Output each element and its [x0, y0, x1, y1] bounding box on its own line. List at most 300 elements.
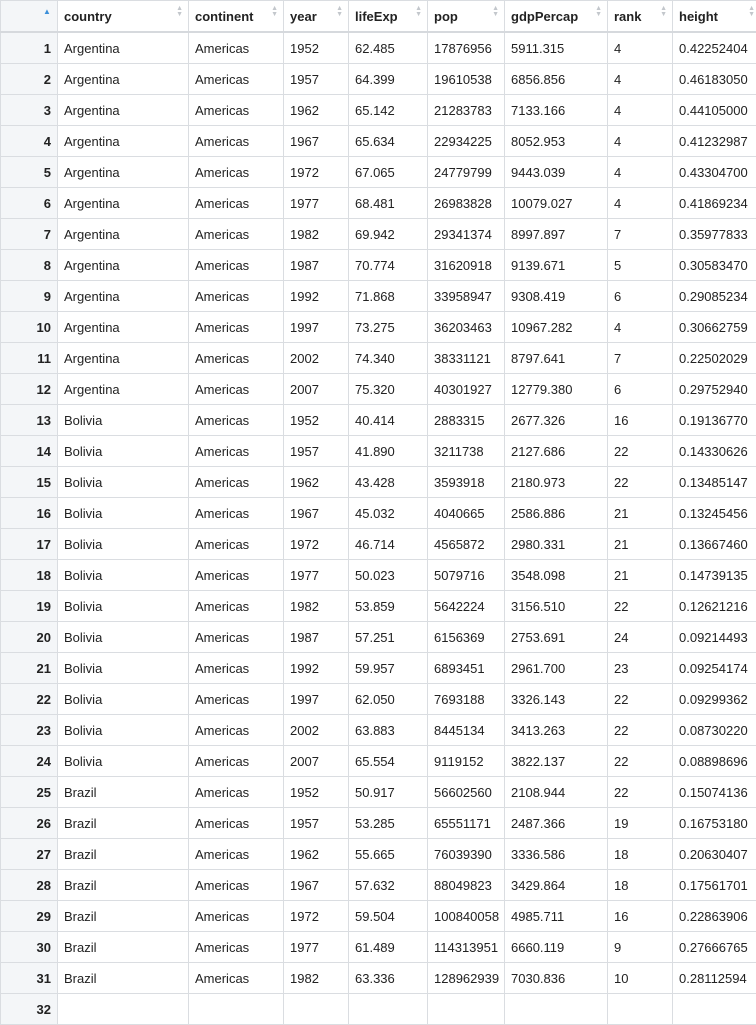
cell-rank: 10 — [608, 963, 673, 994]
cell-rank: 18 — [608, 870, 673, 901]
cell-country: Argentina — [58, 188, 189, 219]
cell-gdppercap: 9308.419 — [505, 281, 608, 312]
cell-height: 0.41869234 — [673, 188, 756, 219]
row-number: 29 — [1, 901, 58, 932]
cell-gdppercap: 10967.282 — [505, 312, 608, 343]
table-row[interactable] — [1, 529, 756, 560]
cell-rank: 7 — [608, 219, 673, 250]
cell-rank: 22 — [608, 591, 673, 622]
cell-pop: 26983828 — [428, 188, 505, 219]
cell-country: Brazil — [58, 839, 189, 870]
cell-height: 0.09299362 — [673, 684, 756, 715]
cell-pop: 29341374 — [428, 219, 505, 250]
table-row[interactable] — [1, 436, 756, 467]
table-row[interactable] — [1, 498, 756, 529]
cell-pop: 5642224 — [428, 591, 505, 622]
cell-pop: 38331121 — [428, 343, 505, 374]
cell-country: Argentina — [58, 157, 189, 188]
row-number: 26 — [1, 808, 58, 839]
cell-rank: 23 — [608, 653, 673, 684]
cell-continent: Americas — [189, 219, 284, 250]
cell-height: 0.09254174 — [673, 653, 756, 684]
table-row[interactable] — [1, 839, 756, 870]
cell-lifeexp: 55.665 — [349, 839, 428, 870]
cell-height: 0.15074136 — [673, 777, 756, 808]
cell-pop: 76039390 — [428, 839, 505, 870]
cell-country: Brazil — [58, 777, 189, 808]
row-number: 32 — [1, 994, 58, 1025]
column-header-label: lifeExp — [355, 9, 398, 24]
cell-year: 1977 — [284, 932, 349, 963]
cell-year: 1952 — [284, 32, 349, 64]
cell-continent: Americas — [189, 746, 284, 777]
cell-pop: 128962939 — [428, 963, 505, 994]
cell-country: Bolivia — [58, 529, 189, 560]
cell-gdppercap: 9139.671 — [505, 250, 608, 281]
cell-pop: 21283783 — [428, 95, 505, 126]
cell-country: Argentina — [58, 219, 189, 250]
cell-gdppercap: 2980.331 — [505, 529, 608, 560]
table-row[interactable] — [1, 901, 756, 932]
cell-lifeexp: 40.414 — [349, 405, 428, 436]
column-header-label: country — [64, 9, 112, 24]
cell-pop: 19610538 — [428, 64, 505, 95]
cell-continent: Americas — [189, 653, 284, 684]
cell-gdppercap: 2487.366 — [505, 808, 608, 839]
table-row[interactable] — [1, 281, 756, 312]
cell-pop: 7693188 — [428, 684, 505, 715]
column-header-lifeexp[interactable] — [349, 1, 428, 33]
cell-country: Bolivia — [58, 405, 189, 436]
cell-continent: Americas — [189, 374, 284, 405]
column-header-label: rank — [614, 9, 641, 24]
cell-year: 1952 — [284, 777, 349, 808]
cell-gdppercap: 8052.953 — [505, 126, 608, 157]
table-row[interactable] — [1, 95, 756, 126]
cell-year: 1992 — [284, 281, 349, 312]
cell-year: 1982 — [284, 591, 349, 622]
column-header-continent[interactable] — [189, 1, 284, 33]
cell-continent: Americas — [189, 715, 284, 746]
cell-gdppercap — [505, 994, 608, 1025]
cell-pop — [428, 994, 505, 1025]
cell-lifeexp: 65.142 — [349, 95, 428, 126]
table-row[interactable] — [1, 343, 756, 374]
cell-year: 1987 — [284, 622, 349, 653]
cell-height: 0.09214493 — [673, 622, 756, 653]
cell-height: 0.14739135 — [673, 560, 756, 591]
cell-height: 0.41232987 — [673, 126, 756, 157]
cell-gdppercap: 2180.973 — [505, 467, 608, 498]
cell-continent: Americas — [189, 126, 284, 157]
cell-height: 0.44105000 — [673, 95, 756, 126]
row-number: 9 — [1, 281, 58, 312]
table-row[interactable] — [1, 653, 756, 684]
cell-country: Brazil — [58, 901, 189, 932]
cell-continent: Americas — [189, 95, 284, 126]
cell-pop: 3593918 — [428, 467, 505, 498]
cell-pop: 36203463 — [428, 312, 505, 343]
sort-icon[interactable]: ▲ ▼ — [660, 6, 667, 18]
cell-lifeexp: 53.285 — [349, 808, 428, 839]
cell-year: 1962 — [284, 839, 349, 870]
cell-rank: 4 — [608, 95, 673, 126]
cell-gdppercap: 3413.263 — [505, 715, 608, 746]
cell-continent: Americas — [189, 870, 284, 901]
column-header-rank[interactable] — [608, 1, 673, 33]
row-number: 20 — [1, 622, 58, 653]
table-row[interactable] — [1, 932, 756, 963]
cell-height: 0.35977833 — [673, 219, 756, 250]
cell-country: Bolivia — [58, 467, 189, 498]
cell-pop: 31620918 — [428, 250, 505, 281]
cell-rank: 6 — [608, 374, 673, 405]
row-number: 22 — [1, 684, 58, 715]
row-number: 7 — [1, 219, 58, 250]
cell-pop: 114313951 — [428, 932, 505, 963]
cell-pop: 24779799 — [428, 157, 505, 188]
cell-continent: Americas — [189, 64, 284, 95]
table-row[interactable] — [1, 32, 756, 64]
cell-lifeexp: 57.632 — [349, 870, 428, 901]
row-number: 11 — [1, 343, 58, 374]
cell-pop: 17876956 — [428, 32, 505, 64]
cell-gdppercap: 2127.686 — [505, 436, 608, 467]
cell-rank: 22 — [608, 746, 673, 777]
cell-pop: 22934225 — [428, 126, 505, 157]
table-row[interactable] — [1, 963, 756, 994]
table-row[interactable] — [1, 560, 756, 591]
row-number: 17 — [1, 529, 58, 560]
table-row[interactable] — [1, 405, 756, 436]
sort-icon[interactable]: ▲ ▼ — [271, 6, 278, 18]
cell-country: Bolivia — [58, 715, 189, 746]
row-number: 3 — [1, 95, 58, 126]
cell-gdppercap: 6856.856 — [505, 64, 608, 95]
cell-lifeexp: 57.251 — [349, 622, 428, 653]
table-row[interactable] — [1, 157, 756, 188]
cell-year: 1967 — [284, 498, 349, 529]
table-row[interactable] — [1, 188, 756, 219]
cell-year: 1972 — [284, 529, 349, 560]
table-row[interactable] — [1, 808, 756, 839]
cell-rank: 7 — [608, 343, 673, 374]
row-number: 4 — [1, 126, 58, 157]
cell-gdppercap: 2586.886 — [505, 498, 608, 529]
cell-year: 1972 — [284, 157, 349, 188]
sort-icon[interactable]: ▲ ▼ — [492, 6, 499, 18]
cell-year: 1967 — [284, 126, 349, 157]
row-number: 31 — [1, 963, 58, 994]
cell-country: Argentina — [58, 374, 189, 405]
cell-country: Brazil — [58, 932, 189, 963]
cell-lifeexp: 67.065 — [349, 157, 428, 188]
cell-rank: 9 — [608, 932, 673, 963]
column-header-label: gdpPercap — [511, 9, 578, 24]
cell-gdppercap: 10079.027 — [505, 188, 608, 219]
cell-country: Argentina — [58, 95, 189, 126]
sort-icon[interactable]: ▲ ▼ — [595, 6, 602, 18]
cell-lifeexp: 74.340 — [349, 343, 428, 374]
row-number: 24 — [1, 746, 58, 777]
cell-gdppercap: 2677.326 — [505, 405, 608, 436]
cell-lifeexp: 64.399 — [349, 64, 428, 95]
sort-icon[interactable]: ▲ ▼ — [336, 6, 343, 18]
cell-country: Bolivia — [58, 746, 189, 777]
cell-rank: 4 — [608, 312, 673, 343]
cell-gdppercap: 3429.864 — [505, 870, 608, 901]
table-row[interactable] — [1, 622, 756, 653]
cell-lifeexp: 43.428 — [349, 467, 428, 498]
row-number: 13 — [1, 405, 58, 436]
cell-height: 0.20630407 — [673, 839, 756, 870]
cell-rank: 22 — [608, 436, 673, 467]
row-number: 2 — [1, 64, 58, 95]
cell-year: 1977 — [284, 188, 349, 219]
cell-pop: 8445134 — [428, 715, 505, 746]
cell-lifeexp: 62.050 — [349, 684, 428, 715]
row-number: 10 — [1, 312, 58, 343]
row-index-header[interactable] — [1, 1, 58, 33]
cell-gdppercap: 2108.944 — [505, 777, 608, 808]
cell-year: 1982 — [284, 963, 349, 994]
row-number: 15 — [1, 467, 58, 498]
cell-height: 0.12621216 — [673, 591, 756, 622]
column-header-label: height — [679, 9, 718, 24]
row-number: 25 — [1, 777, 58, 808]
row-number: 14 — [1, 436, 58, 467]
cell-rank: 21 — [608, 560, 673, 591]
cell-height: 0.19136770 — [673, 405, 756, 436]
cell-continent — [189, 994, 284, 1025]
sort-icon[interactable]: ▲ ▼ — [748, 6, 755, 18]
cell-rank: 4 — [608, 64, 673, 95]
cell-height: 0.08730220 — [673, 715, 756, 746]
cell-country: Argentina — [58, 32, 189, 64]
table-row[interactable] — [1, 250, 756, 281]
cell-year: 1952 — [284, 405, 349, 436]
cell-continent: Americas — [189, 777, 284, 808]
table-row[interactable] — [1, 777, 756, 808]
table-row[interactable] — [1, 591, 756, 622]
cell-gdppercap: 9443.039 — [505, 157, 608, 188]
cell-lifeexp: 65.554 — [349, 746, 428, 777]
cell-year — [284, 994, 349, 1025]
cell-rank: 22 — [608, 467, 673, 498]
cell-year: 1957 — [284, 808, 349, 839]
cell-gdppercap: 8797.641 — [505, 343, 608, 374]
cell-country: Argentina — [58, 281, 189, 312]
cell-rank: 4 — [608, 126, 673, 157]
cell-lifeexp: 59.957 — [349, 653, 428, 684]
cell-gdppercap: 3156.510 — [505, 591, 608, 622]
cell-gdppercap: 7133.166 — [505, 95, 608, 126]
column-header-label: pop — [434, 9, 458, 24]
row-number: 8 — [1, 250, 58, 281]
cell-lifeexp: 75.320 — [349, 374, 428, 405]
cell-rank: 18 — [608, 839, 673, 870]
cell-lifeexp: 50.023 — [349, 560, 428, 591]
cell-continent: Americas — [189, 188, 284, 219]
cell-continent: Americas — [189, 932, 284, 963]
row-number: 5 — [1, 157, 58, 188]
cell-lifeexp: 41.890 — [349, 436, 428, 467]
cell-height — [673, 994, 756, 1025]
table-row[interactable] — [1, 64, 756, 95]
cell-continent: Americas — [189, 250, 284, 281]
row-number: 18 — [1, 560, 58, 591]
table-row[interactable] — [1, 219, 756, 250]
row-number: 6 — [1, 188, 58, 219]
cell-rank: 4 — [608, 188, 673, 219]
row-number: 28 — [1, 870, 58, 901]
cell-year: 1972 — [284, 901, 349, 932]
cell-year: 1967 — [284, 870, 349, 901]
cell-height: 0.08898696 — [673, 746, 756, 777]
cell-continent: Americas — [189, 622, 284, 653]
cell-pop: 6156369 — [428, 622, 505, 653]
cell-continent: Americas — [189, 32, 284, 64]
cell-pop: 65551171 — [428, 808, 505, 839]
cell-rank: 4 — [608, 157, 673, 188]
cell-lifeexp: 73.275 — [349, 312, 428, 343]
cell-year: 1962 — [284, 467, 349, 498]
cell-continent: Americas — [189, 436, 284, 467]
table-row[interactable] — [1, 994, 756, 1025]
table-row[interactable] — [1, 126, 756, 157]
table-row[interactable] — [1, 374, 756, 405]
cell-lifeexp: 53.859 — [349, 591, 428, 622]
cell-year: 1997 — [284, 312, 349, 343]
column-header-pop[interactable] — [428, 1, 505, 33]
cell-year: 1957 — [284, 64, 349, 95]
cell-continent: Americas — [189, 808, 284, 839]
cell-country — [58, 994, 189, 1025]
column-header-label: year — [290, 9, 317, 24]
cell-height: 0.43304700 — [673, 157, 756, 188]
cell-height: 0.22863906 — [673, 901, 756, 932]
column-header-country[interactable] — [58, 1, 189, 33]
cell-pop: 4040665 — [428, 498, 505, 529]
cell-country: Bolivia — [58, 591, 189, 622]
cell-year: 1992 — [284, 653, 349, 684]
cell-gdppercap: 5911.315 — [505, 32, 608, 64]
cell-rank: 4 — [608, 32, 673, 64]
cell-year: 1997 — [284, 684, 349, 715]
cell-country: Brazil — [58, 808, 189, 839]
cell-country: Bolivia — [58, 684, 189, 715]
table-row[interactable] — [1, 467, 756, 498]
cell-year: 1962 — [284, 95, 349, 126]
cell-lifeexp: 63.883 — [349, 715, 428, 746]
cell-country: Argentina — [58, 312, 189, 343]
cell-pop: 6893451 — [428, 653, 505, 684]
cell-height: 0.13245456 — [673, 498, 756, 529]
cell-continent: Americas — [189, 157, 284, 188]
cell-height: 0.14330626 — [673, 436, 756, 467]
cell-rank: 22 — [608, 684, 673, 715]
cell-rank: 24 — [608, 622, 673, 653]
sort-ascending-icon[interactable]: ▲ — [43, 7, 51, 16]
cell-country: Argentina — [58, 343, 189, 374]
cell-year: 1957 — [284, 436, 349, 467]
cell-year: 2007 — [284, 746, 349, 777]
cell-pop: 5079716 — [428, 560, 505, 591]
cell-gdppercap: 6660.119 — [505, 932, 608, 963]
cell-continent: Americas — [189, 498, 284, 529]
cell-pop: 100840058 — [428, 901, 505, 932]
cell-height: 0.28112594 — [673, 963, 756, 994]
sort-icon[interactable]: ▲ ▼ — [176, 6, 183, 18]
cell-country: Brazil — [58, 963, 189, 994]
cell-gdppercap: 7030.836 — [505, 963, 608, 994]
cell-lifeexp: 61.489 — [349, 932, 428, 963]
cell-year: 2002 — [284, 343, 349, 374]
table-row[interactable] — [1, 870, 756, 901]
cell-country: Argentina — [58, 64, 189, 95]
cell-gdppercap: 3326.143 — [505, 684, 608, 715]
cell-lifeexp: 62.485 — [349, 32, 428, 64]
cell-country: Bolivia — [58, 498, 189, 529]
cell-gdppercap: 4985.711 — [505, 901, 608, 932]
cell-height: 0.29085234 — [673, 281, 756, 312]
column-header-height[interactable] — [673, 1, 756, 33]
cell-height: 0.27666765 — [673, 932, 756, 963]
cell-year: 2007 — [284, 374, 349, 405]
table-row[interactable] — [1, 746, 756, 777]
cell-height: 0.17561701 — [673, 870, 756, 901]
row-number: 23 — [1, 715, 58, 746]
cell-gdppercap: 2753.691 — [505, 622, 608, 653]
cell-country: Bolivia — [58, 622, 189, 653]
cell-lifeexp: 63.336 — [349, 963, 428, 994]
cell-height: 0.46183050 — [673, 64, 756, 95]
cell-pop: 2883315 — [428, 405, 505, 436]
cell-lifeexp: 68.481 — [349, 188, 428, 219]
cell-country: Argentina — [58, 126, 189, 157]
column-header-year[interactable] — [284, 1, 349, 33]
cell-rank: 21 — [608, 529, 673, 560]
cell-rank: 5 — [608, 250, 673, 281]
sort-icon[interactable]: ▲ ▼ — [415, 6, 422, 18]
row-number: 19 — [1, 591, 58, 622]
cell-continent: Americas — [189, 529, 284, 560]
column-header-gdppercap[interactable] — [505, 1, 608, 33]
cell-continent: Americas — [189, 839, 284, 870]
cell-continent: Americas — [189, 467, 284, 498]
row-number: 27 — [1, 839, 58, 870]
cell-gdppercap: 12779.380 — [505, 374, 608, 405]
cell-gdppercap: 2961.700 — [505, 653, 608, 684]
cell-continent: Americas — [189, 963, 284, 994]
table-row[interactable] — [1, 312, 756, 343]
cell-country: Argentina — [58, 250, 189, 281]
cell-lifeexp: 45.032 — [349, 498, 428, 529]
table-row[interactable] — [1, 715, 756, 746]
cell-rank: 19 — [608, 808, 673, 839]
cell-pop: 9119152 — [428, 746, 505, 777]
cell-lifeexp: 46.714 — [349, 529, 428, 560]
row-number: 12 — [1, 374, 58, 405]
cell-height: 0.22502029 — [673, 343, 756, 374]
cell-rank: 16 — [608, 901, 673, 932]
cell-year: 1987 — [284, 250, 349, 281]
table-row[interactable] — [1, 684, 756, 715]
cell-continent: Americas — [189, 684, 284, 715]
cell-gdppercap: 3822.137 — [505, 746, 608, 777]
cell-continent: Americas — [189, 560, 284, 591]
cell-height: 0.13667460 — [673, 529, 756, 560]
